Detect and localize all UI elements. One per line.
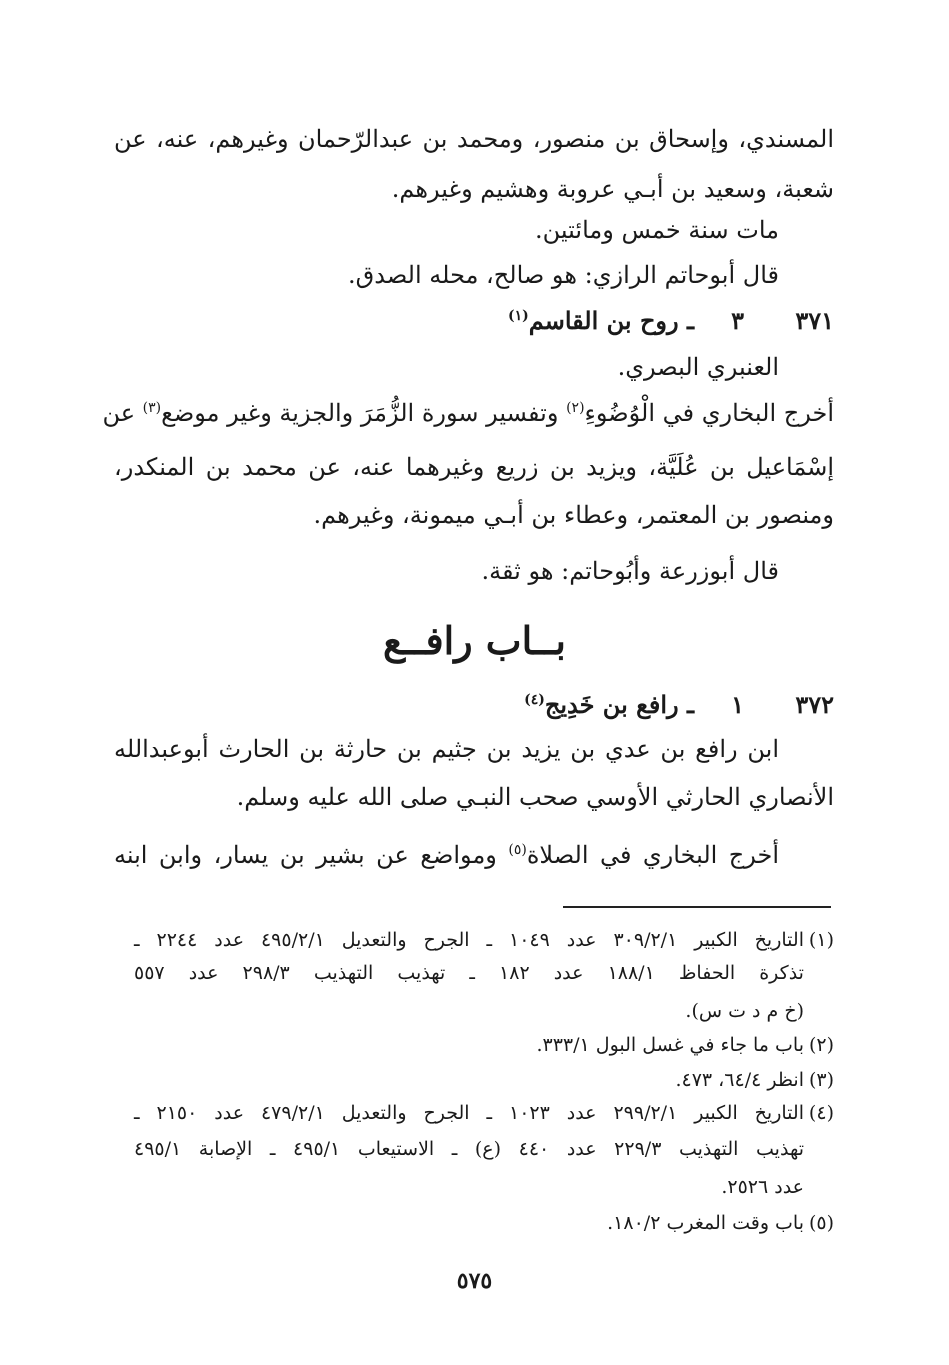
footnote-4-text: التاريخ الكبير ٢٩٩/٢/١ عدد ١٠٢٣ ـ الجرح والتعديل ٤٧٩/٢/١ عدد ٢١٥٠ ـ [134,1102,804,1124]
entry-372-note: (٤) [524,692,545,708]
footnote-1-line-3: (خ م د ت س). [685,1000,804,1022]
entry-372-heading [114,688,834,722]
footnote-separator [563,906,831,908]
entry-371-line-2e: عن [102,399,143,427]
entry-371-number: ٣٧١ [795,306,834,335]
page-number: ٥٧٥ [456,1268,493,1294]
body-line-1: المسندي، وإسحاق بن منصور، ومحمد بن عبدالرّحمان وغيرهم، عنه، عن [114,125,834,153]
footnote-4-line-2: تهذيب التهذيب ٢٢٩/٣ عدد ٤٤٠ (ع) ـ الاستيعاب ٤٩٥/١ ـ الإصابة ٤٩٥/١ [134,1138,804,1160]
footnote-5 [134,1208,834,1238]
footnote-2-number: (٢) [808,1034,834,1056]
body-line-4: قال أبوحاتم الرازي: هو صالح، محله الصدق. [348,261,779,289]
entry-372-sub: ١ [731,690,744,719]
entry-371-line-2c: وتفسير سورة الزُّمَرَ والجزية وغير موضع [161,399,567,427]
footnote-ref-3: (٣) [142,400,162,416]
footnote-5-text: باب وقت المغرب ١٨٠/٢. [607,1212,804,1234]
footnote-1-line-2: تذكرة الحفاظ ١٨٨/١ عدد ١٨٢ ـ تهذيب التهذيب ٢٩٨/٣ عدد ٥٥٧ [134,962,804,984]
body-line-2: شعبة، وسعيد بن أبـي عروبة وهشيم وغيرهم. [391,175,834,203]
footnote-4-line-1 [134,1098,834,1128]
footnote-1-text: التاريخ الكبير ٣٠٩/٢/١ عدد ١٠٤٩ ـ الجرح والتعديل ٤٩٥/٢/١ عدد ٢٢٤٤ ـ [134,929,804,951]
entry-372-name: ـ رافع بن خَدِيج [544,690,694,719]
entry-372-line-1: ابن رافع بن عدي بن يزيد بن جثيم بن حارثة بن الحارث أبوعبدالله [114,735,779,763]
entry-371-line-3: إسْمَاعيل بن عُلَيَّة، ويزيد بن زريع وغيرهما عنه، عن محمد بن المنكدر، [114,453,834,481]
entry-371-line-2a: أخرج البخاري في الْوُضُوءِ [584,399,834,427]
footnote-ref-5: (٥) [508,842,527,858]
footnote-2 [134,1030,834,1060]
entry-371-line-2 [102,396,834,430]
entry-372-line-2: الأنصاري الحارثي الأوسي صحب النبـي صلى الله عليه وسلم. [236,783,834,811]
entry-372-line-3c: ومواضع عن بشير بن يسار، وابن ابنه [114,841,509,869]
entry-371-line-1: العنبري البصري. [617,353,779,381]
entry-371-name: ـ روح بن القاسم [528,306,694,335]
entry-371-note: (١) [507,308,529,324]
body-line-3: مات سنة خمس ومائتين. [535,216,779,244]
entry-371-line-5: قال أبوزرعة وأبُوحاتم: هو ثقة. [481,557,779,585]
footnote-1-line-1 [134,925,834,955]
entry-372-line-3a: أخرج البخاري في الصلاة [526,841,779,869]
entry-372-number: ٣٧٢ [795,690,834,719]
entry-372-line-3 [114,838,779,872]
footnote-2-text: باب ما جاء في غسل البول ٣٣٣/١. [536,1034,804,1056]
footnote-5-number: (٥) [808,1212,834,1234]
chapter-title: بــاب رافــع [383,618,566,663]
footnote-4-line-3: عدد ٢٥٢٦. [721,1176,804,1198]
footnote-4-number: (٤) [808,1102,834,1124]
footnote-3-number: (٣) [808,1069,834,1091]
footnote-ref-2: (٢) [566,400,585,416]
footnote-1-number: (١) [808,929,834,951]
entry-371-sub: ٣ [731,306,744,335]
footnote-3 [134,1065,834,1095]
footnote-3-text: انظر ٦٤/٤، ٤٧٣. [675,1069,804,1091]
entry-371-heading [114,304,834,338]
entry-371-line-4: ومنصور بن المعتمر، وعطاء بن أبـي ميمونة، وغيرهم. [313,501,834,529]
